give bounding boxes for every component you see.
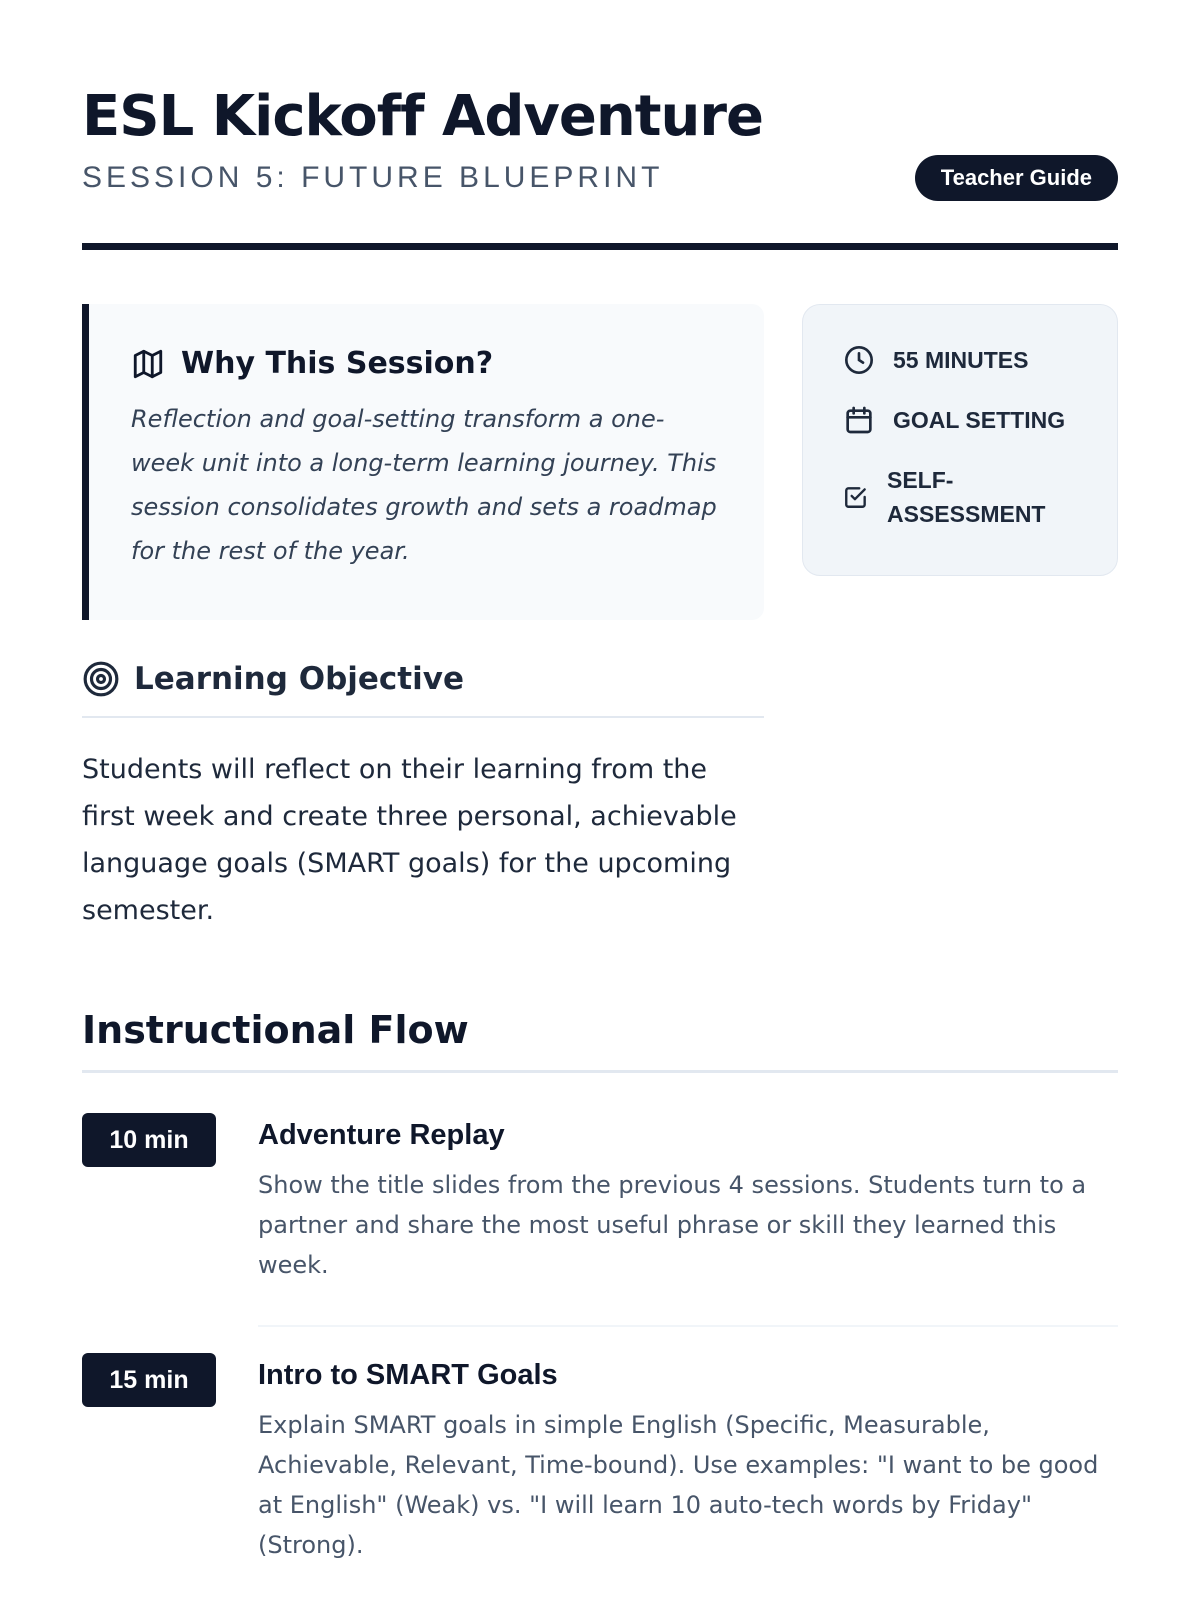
learning-objective-heading xyxy=(82,660,764,718)
why-session-title: Why This Session? xyxy=(181,346,494,381)
meta-goal-setting xyxy=(843,403,1077,437)
page-title: ESL Kickoff Adventure xyxy=(82,84,763,149)
target-icon xyxy=(82,660,120,698)
checkbox-icon xyxy=(843,484,869,510)
step-title: Intro to SMART Goals xyxy=(258,1359,558,1391)
meta-duration-label: 55 MINUTES xyxy=(893,347,1029,373)
clock-icon xyxy=(843,344,875,376)
session-subtitle: SESSION 5: FUTURE BLUEPRINT xyxy=(82,161,664,194)
learning-objective-title: Learning Objective xyxy=(134,661,464,697)
map-icon xyxy=(131,347,165,381)
step-description: Show the title slides from the previous 4 sessions. Students turn to a partner and share the most useful phrase or skill they learned this week. xyxy=(258,1171,1087,1279)
header-rule xyxy=(82,243,1118,250)
step-description: Explain SMART goals in simple English (Specific, Measurable, Achievable, Relevant, Time-bound). Use examples: "I want to be good at English" (Weak) vs. "I will learn 10 auto-tech words by Friday" (Strong). xyxy=(258,1411,1099,1559)
page-header xyxy=(82,0,1118,250)
learning-objective-section xyxy=(82,660,764,934)
teacher-guide-badge: Teacher Guide xyxy=(915,155,1118,201)
learning-objective-text: Students will reflect on their learning from the first week and create three personal, achievable language goals (SMART goals) for the upcoming semester. xyxy=(82,754,737,926)
session-meta-card xyxy=(802,304,1118,576)
step-time-badge: 15 min xyxy=(82,1353,216,1407)
step-content xyxy=(258,1353,1118,1565)
meta-duration xyxy=(843,343,1077,377)
step-time-badge: 10 min xyxy=(82,1113,216,1167)
step-divider xyxy=(258,1325,1118,1327)
flow-step xyxy=(82,1353,1118,1565)
top-grid xyxy=(82,304,1118,634)
instructional-flow-section xyxy=(82,1008,1118,1565)
flow-step xyxy=(82,1113,1118,1285)
subtitle-row xyxy=(82,155,1118,201)
why-session-card xyxy=(82,304,764,620)
meta-self-assessment-label: SELF-ASSESSMENT xyxy=(887,467,1046,527)
why-session-heading xyxy=(131,346,724,381)
instructional-flow-title: Instructional Flow xyxy=(82,1008,1118,1073)
calendar-icon xyxy=(843,404,875,436)
why-session-text: Reflection and goal-setting transform a one-week unit into a long-term learning journey. This session consolidates growth and sets a roadmap for the rest of the year. xyxy=(131,405,717,565)
step-content xyxy=(258,1113,1118,1285)
meta-goal-setting-label: GOAL SETTING xyxy=(893,407,1066,433)
step-title: Adventure Replay xyxy=(258,1119,505,1151)
meta-self-assessment xyxy=(843,463,1077,531)
